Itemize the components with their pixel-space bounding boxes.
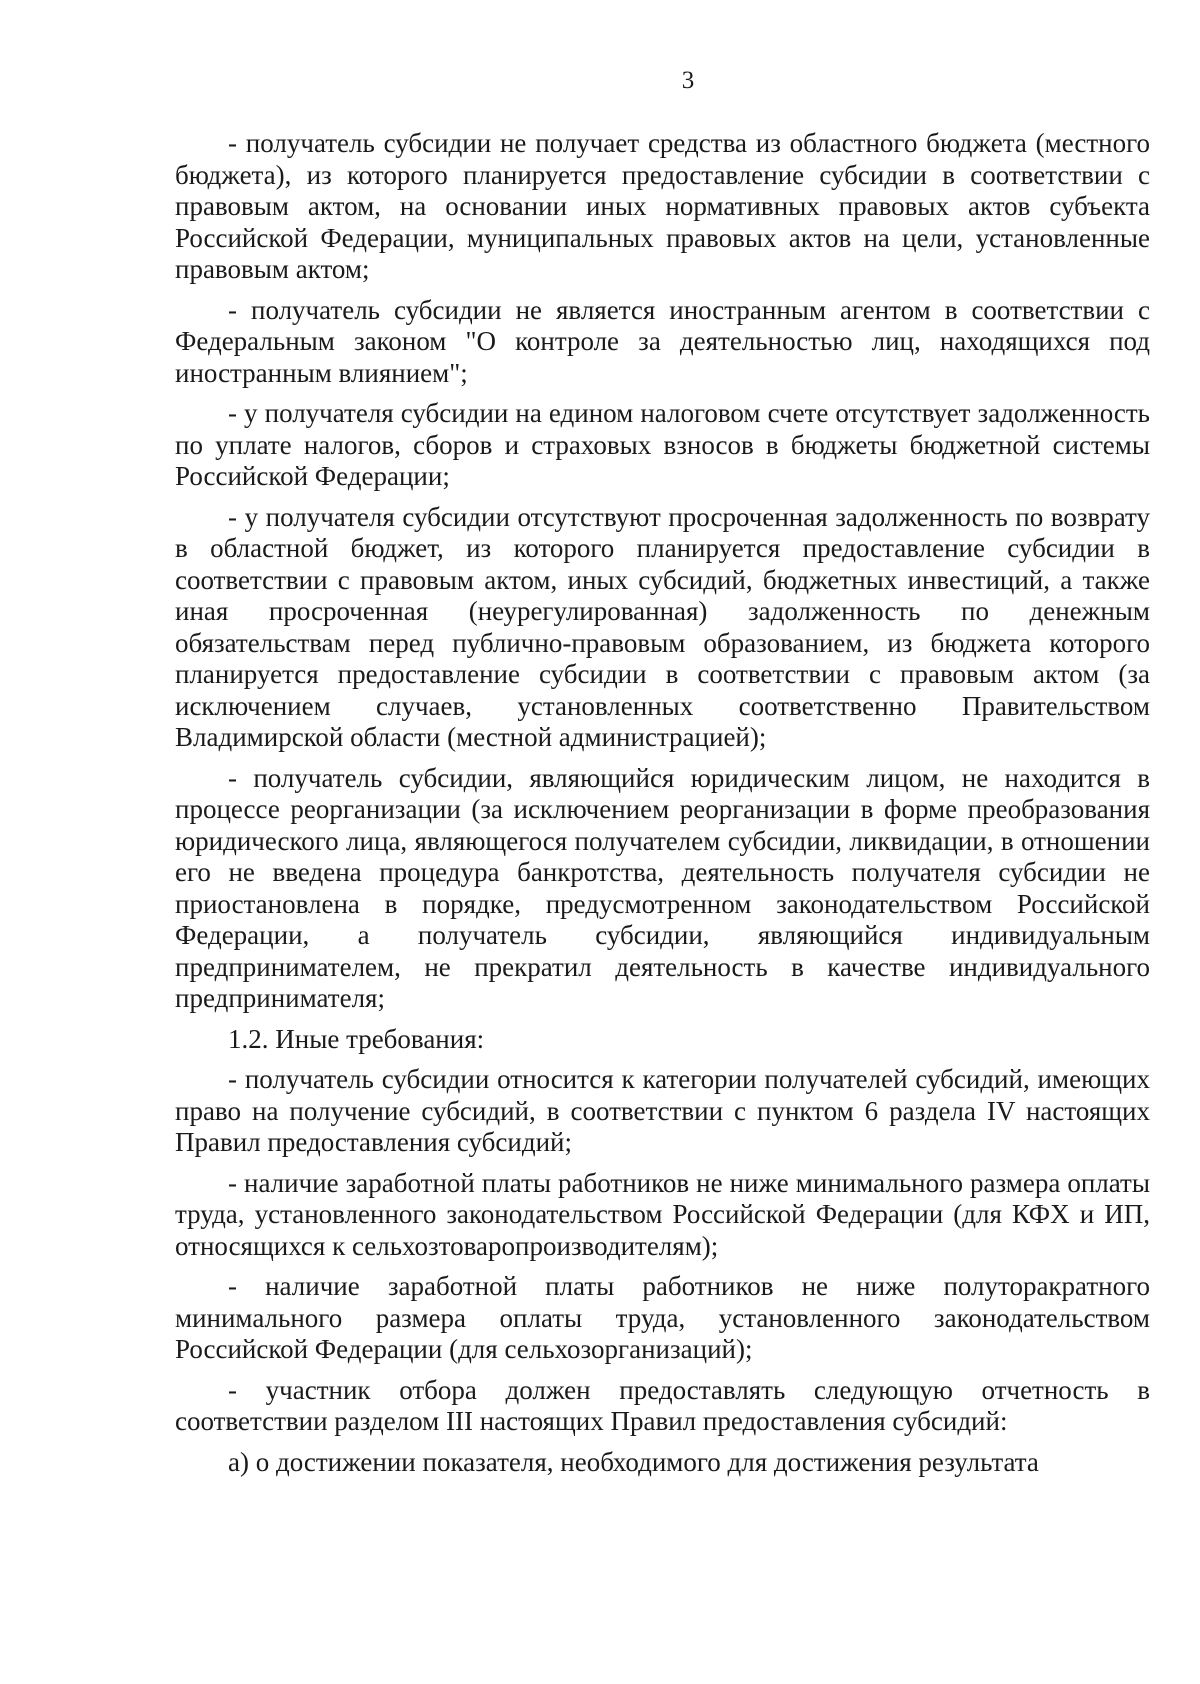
paragraph-reporting: - участник отбора должен предоставлять следующую отчетность в соответствии разделом III настоящих Правил предоставления субсидий:	[175, 1374, 1150, 1436]
paragraph-minimum-wage: - наличие заработной платы работников не ниже минимального размера оплаты труда, установленного законодательством Российской Федерации (для КФХ и ИП, относящихся к сельхозтоваропроизводителям);	[175, 1167, 1150, 1261]
paragraph-one-and-half-minimum-wage: - наличие заработной платы работников не ниже полуторакратного минимального размера оплаты труда, установленного законодательством Российской Федерации (для сельхозорганизаций);	[175, 1271, 1150, 1364]
paragraph-item-a: а) о достижении показателя, необходимого для достижения результата	[228, 1446, 1039, 1477]
paragraph-no-reorganization: - получатель субсидии, являющийся юридическим лицом, не находится в процессе реорганизации (за исключением реорганизации в форме преобразования юридического лица, являющегося получателем субсидии, ликвидации, в отношении его не введена процедура банкротства, деятельность получателя субсидии не приостановлена в порядке, предусмотренном законодательством Российской Федерации, а получатель субсидии, являющийся индивидуальным предпринимателем, не прекратил деятельность в качестве индивидуального предпринимателя;	[175, 762, 1150, 1013]
document-body	[175, 128, 1150, 1487]
paragraph-no-tax-debt: - у получателя субсидии на едином налоговом счете отсутствует задолженность по уплате налогов, сборов и страховых взносов в бюджеты бюджетной системы Российской Федерации;	[175, 398, 1150, 491]
paragraph-no-overdue-debt: - у получателя субсидии отсутствуют просроченная задолженность по возврату в областной бюджет, из которого планируется предоставление субсидии в соответствии с правовым актом, иных субсидий, бюджетных инвестиций, а также иная просроченная (неурегулированная) задолженность по денежным обязательствам перед публично-правовым образованием, из бюджета которого планируется предоставление субсидии в соответствии с правовым актом (за исключением случаев, установленных соответственно Правительством Владимирской области (местной администрацией);	[175, 501, 1150, 752]
section-heading-other-requirements: 1.2. Иные требования:	[228, 1023, 485, 1054]
paragraph-not-receiving-funds: - получатель субсидии не получает средства из областного бюджета (местного бюджета), из которого планируется предоставление субсидии в соответствии с правовым актом, на основании иных нормативных правовых актов субъекта Российской Федерации, муниципальных правовых актов на цели, установленные правовым актом;	[175, 128, 1150, 284]
page-number: 3	[681, 67, 695, 94]
paragraph-recipient-category: - получатель субсидии относится к категории получателей субсидий, имеющих право на получение субсидий, в соответствии с пунктом 6 раздела IV настоящих Правил предоставления субсидий;	[175, 1064, 1150, 1157]
paragraph-not-foreign-agent: - получатель субсидии не является иностранным агентом в соответствии с Федеральным законом "О контроле за деятельностью лиц, находящихся под иностранным влиянием";	[175, 294, 1150, 388]
